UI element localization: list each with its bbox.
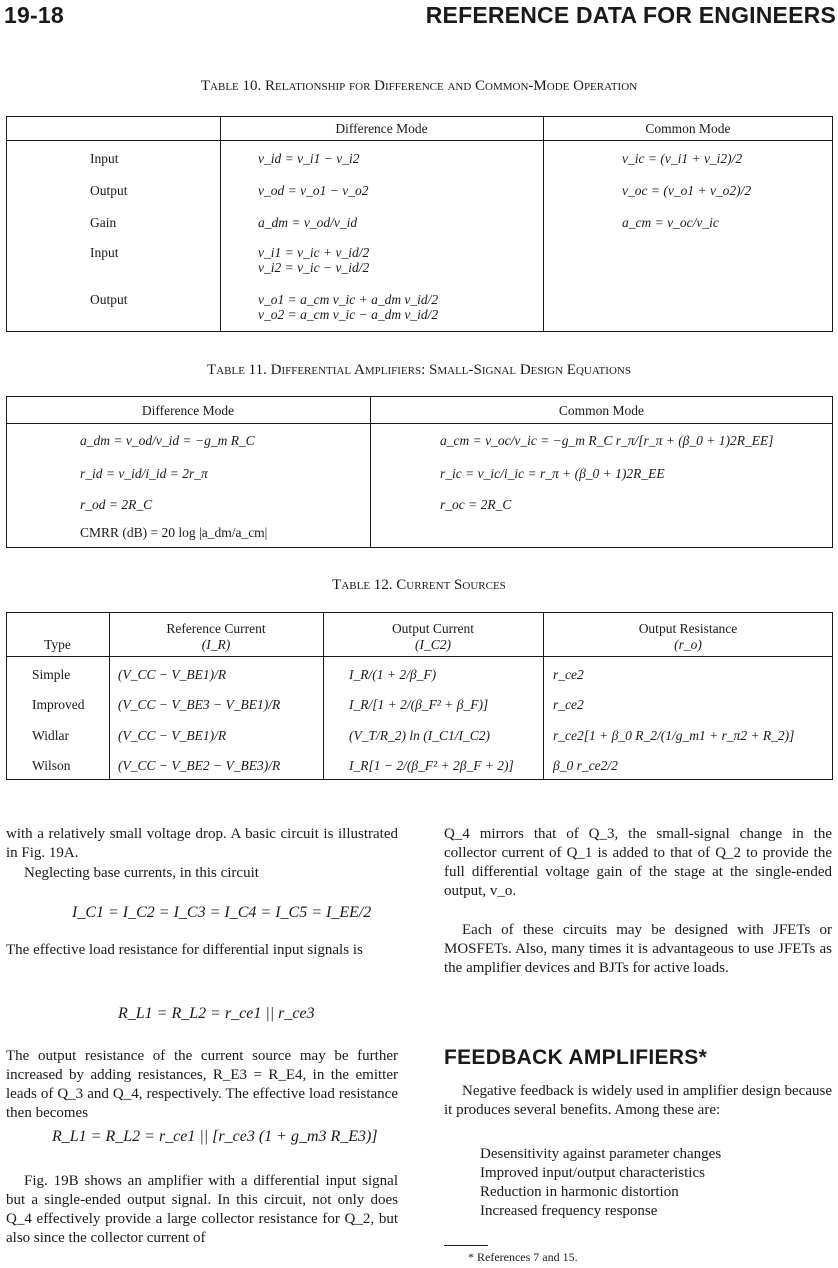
table10-divider-1 (220, 116, 221, 332)
table12-type-cell: Improved (32, 697, 85, 712)
table10-common-cell: v_oc = (v_o1 + v_o2)/2 (622, 183, 752, 198)
book-title: REFERENCE DATA FOR ENGINEERS (425, 2, 836, 28)
table11-header-common: Common Mode (558, 403, 645, 418)
table10-row-label: Gain (90, 215, 117, 230)
list-item: Reduction in harmonic distortion (480, 1184, 679, 1200)
table10-row-label: Input (90, 151, 119, 166)
list-item: Improved input/output characteristics (480, 1165, 705, 1181)
table12-res-cell: r_ce2 (553, 667, 584, 682)
table10-divider-2 (543, 116, 544, 332)
table12-header-ref: Reference Current (166, 621, 266, 636)
equation-load-resistance-emitter: R_L1 = R_L2 = r_ce1 || [r_ce3 (1 + g_m3 R_E3)] (52, 1128, 378, 1145)
list-item: Desensitivity against parameter changes (480, 1146, 722, 1162)
footnote: * References 7 and 15. (468, 1250, 578, 1264)
table10-diff-cell: v_od = v_o1 − v_o2 (258, 183, 369, 198)
table12-ref-cell: (V_CC − V_BE2 − V_BE3)/R (118, 758, 281, 773)
table12-header-type: Type (44, 637, 71, 652)
table10-diff-cell: v_o1 = a_cm v_ic + a_dm v_id/2 (258, 292, 439, 307)
table10-common-cell: v_ic = (v_i1 + v_i2)/2 (622, 151, 743, 166)
table10-diff-cell: v_o2 = a_cm v_ic − a_dm v_id/2 (258, 307, 439, 322)
table11-diff-cell: r_od = 2R_C (80, 497, 153, 512)
benefits-list (480, 1145, 721, 1221)
left-paragraph-4: The output resistance of the current source may be further increased by adding resistances, R_E3 = R_E4, in the emitter leads of Q_3 and Q_4, respectively. The effective load resistance then becomes (6, 1048, 398, 1121)
table12-ref-cell: (V_CC − V_BE3 − V_BE1)/R (118, 697, 281, 712)
table10-diff-cell: v_i2 = v_ic − v_id/2 (258, 260, 370, 275)
left-paragraph-5: Fig. 19B shows an amplifier with a differential input signal but a single-ended output signal. In this circuit, not only does Q_4 effectively provide a large collector resistance for Q_2, but also since the collector current of (6, 1173, 398, 1246)
table12-caption: Table 12. Current Sources (332, 577, 506, 593)
table12-header-out-symbol: (I_C2) (415, 637, 451, 652)
table12-header-rule (6, 656, 833, 657)
table12-out-cell: I_R[1 − 2/(β_F² + 2β_F + 2)] (349, 758, 514, 773)
table12-header-out: Output Current (391, 621, 475, 636)
table11-diff-cell: CMRR (dB) = 20 log |a_dm/a_cm| (80, 525, 268, 540)
table11-diff-cell: a_dm = v_od/v_id = −g_m R_C (80, 433, 255, 448)
table10-header-common: Common Mode (645, 121, 731, 136)
table12-res-cell: r_ce2 (553, 697, 584, 712)
table12-ref-cell: (V_CC − V_BE1)/R (118, 728, 227, 743)
table10-common-cell: a_cm = v_oc/v_ic (622, 215, 719, 230)
left-paragraph-2: Neglecting base currents, in this circuit (24, 865, 259, 881)
table10-header-difference: Difference Mode (335, 121, 428, 136)
table12-out-cell: I_R/(1 + 2/β_F) (349, 667, 437, 682)
table11-common-cell: a_cm = v_oc/v_ic = −g_m R_C r_π/[r_π + (β_0 + 1)2R_EE] (440, 433, 774, 448)
table12-ref-cell: (V_CC − V_BE1)/R (118, 667, 227, 682)
table10-caption: Table 10. Relationship for Difference and Common-Mode Operation (200, 78, 638, 94)
table10-diff-cell: v_i1 = v_ic + v_id/2 (258, 245, 370, 260)
table12-out-cell: I_R/[1 + 2/(β_F² + β_F)] (349, 697, 489, 712)
table11-header-difference: Difference Mode (141, 403, 235, 418)
left-paragraph-1: with a relatively small voltage drop. A basic circuit is illustrated in Fig. 19A. (6, 826, 398, 861)
equation-collector-currents: I_C1 = I_C2 = I_C3 = I_C4 = I_C5 = I_EE/2 (72, 904, 372, 921)
footnote-rule (444, 1245, 488, 1246)
page-number: 19-18 (4, 2, 64, 28)
table10-row-label: Output (90, 183, 128, 198)
table12-out-cell: (V_T/R_2) ln (I_C1/I_C2) (349, 728, 490, 743)
right-paragraph-2: Each of these circuits may be designed with JFETs or MOSFETs. Also, many times it is advantageous to use JFETs as the amplifier devices and BJTs for active loads. (444, 922, 832, 976)
table10-diff-cell: v_id = v_i1 − v_i2 (258, 151, 360, 166)
equation-load-resistance: R_L1 = R_L2 = r_ce1 || r_ce3 (118, 1005, 315, 1022)
table11-common-cell: r_ic = v_ic/i_ic = r_π + (β_0 + 1)2R_EE (440, 466, 665, 481)
left-paragraph-3: The effective load resistance for differential input signals is (6, 942, 363, 958)
table12-type-cell: Wilson (32, 758, 71, 773)
table11-common-cell: r_oc = 2R_C (440, 497, 512, 512)
list-item: Increased frequency response (480, 1203, 658, 1219)
table10-row-label: Input (90, 245, 119, 260)
table11-caption: Table 11. Differential Amplifiers: Small-Signal Design Equations (207, 362, 631, 378)
table12-res-cell: β_0 r_ce2/2 (553, 758, 618, 773)
table10-diff-cell: a_dm = v_od/v_id (258, 215, 358, 230)
section-heading: FEEDBACK AMPLIFIERS* (444, 1046, 708, 1069)
right-paragraph-1: Q_4 mirrors that of Q_3, the small-signal change in the collector current of Q_1 is added to that of Q_2 to provide the full differential voltage gain of the stage at the single-ended output, v_o. (444, 826, 832, 899)
table12-type-cell: Simple (32, 667, 71, 682)
table12-header-ref-symbol: (I_R) (201, 637, 231, 652)
table11-diff-cell: r_id = v_id/i_id = 2r_π (80, 466, 208, 481)
table12-type-cell: Widlar (32, 728, 69, 743)
table10-row-label: Output (90, 292, 128, 307)
table12-res-cell: r_ce2[1 + β_0 R_2/(1/g_m1 + r_π2 + R_2)] (553, 728, 795, 743)
table11-header-rule (6, 423, 833, 424)
table10-header-rule (6, 140, 833, 141)
table12-header-res: Output Resistance (638, 621, 738, 636)
table12-header-res-symbol: (r_o) (674, 637, 702, 652)
right-paragraph-3: Negative feedback is widely used in amplifier design because it produces several benefits. Among these are: (444, 1083, 832, 1118)
